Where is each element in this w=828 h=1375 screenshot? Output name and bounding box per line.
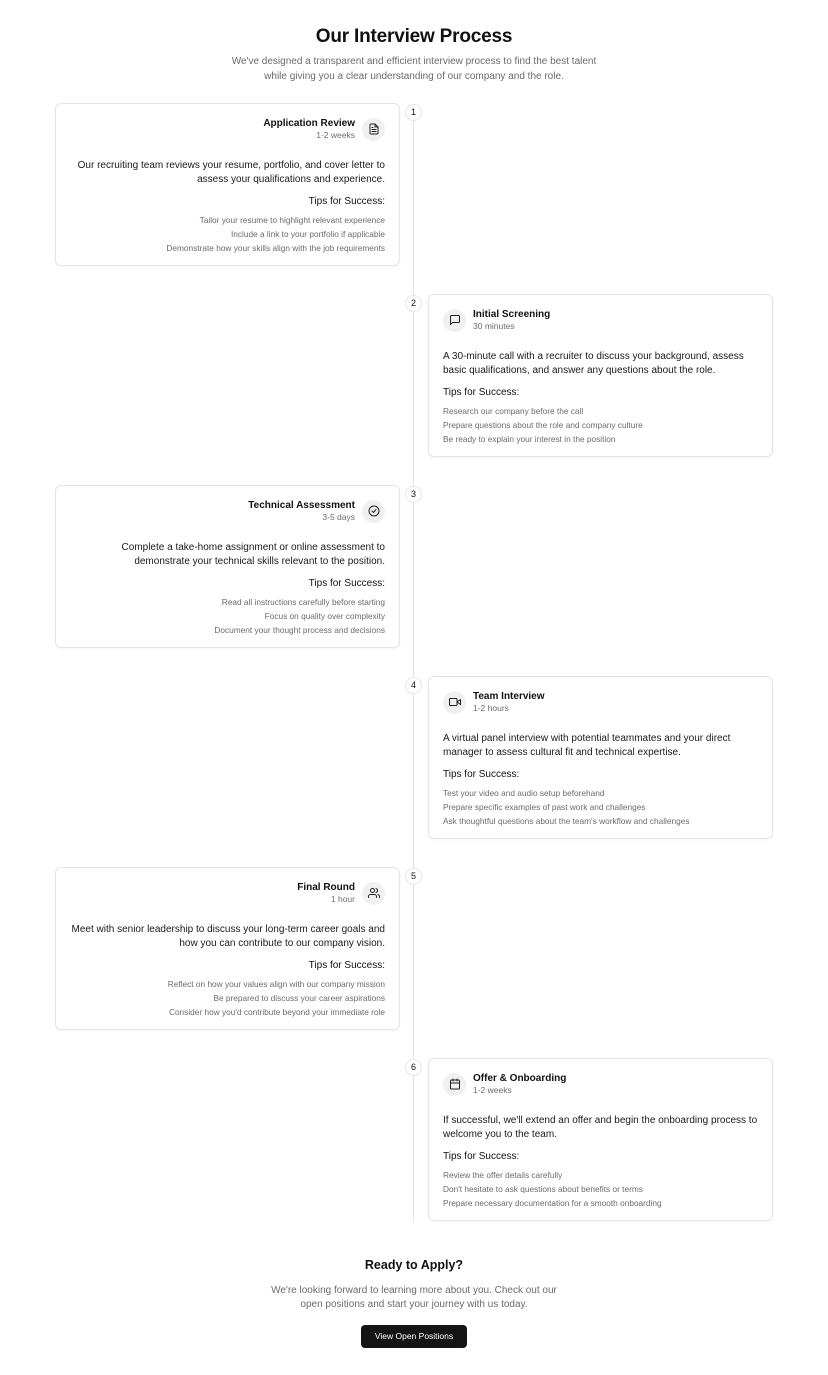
step-title: Technical Assessment — [248, 500, 355, 511]
tip-item: Demonstrate how your skills align with the job requirements — [166, 243, 385, 253]
step-duration: 1-2 hours — [473, 703, 509, 713]
step-title: Team Interview — [473, 691, 545, 702]
step-card-final-round — [55, 867, 400, 1030]
tip-item: Ask thoughtful questions about the team's workflow and challenges — [443, 816, 690, 826]
tip-item: Research our company before the call — [443, 406, 584, 416]
step-card-application-review — [55, 103, 400, 266]
chat-bubble-icon — [443, 309, 466, 332]
step-duration: 1-2 weeks — [473, 1085, 512, 1095]
tips-list — [70, 213, 385, 255]
timeline-line — [413, 112, 414, 1222]
step-description: Complete a take-home assignment or online assessment to demonstrate your technical skills relevant to the position. — [121, 542, 385, 567]
tips-heading: Tips for Success: — [308, 578, 385, 589]
tip-item: Don't hesitate to ask questions about benefits or terms — [443, 1184, 643, 1194]
tip-item: Read all instructions carefully before starting — [221, 597, 385, 607]
card-header — [248, 499, 385, 523]
tips-heading: Tips for Success: — [308, 196, 385, 207]
tips-list — [70, 595, 385, 637]
step-number-6: 6 — [405, 1059, 422, 1076]
step-description: A 30-minute call with a recruiter to discuss your background, assess basic qualifications, and answer any questions about the role. — [443, 351, 744, 376]
step-card-team-interview — [428, 676, 773, 839]
step-number-5: 5 — [405, 868, 422, 885]
step-card-initial-screening — [428, 294, 773, 457]
step-number-1: 1 — [405, 104, 422, 121]
tip-item: Reflect on how your values align with our company mission — [167, 979, 385, 989]
card-header — [297, 881, 385, 905]
tip-item: Document your thought process and decisions — [214, 625, 385, 635]
tip-item: Tailor your resume to highlight relevant experience — [199, 215, 385, 225]
tip-item: Be ready to explain your interest in the position — [443, 434, 616, 444]
step-description: Meet with senior leadership to discuss your long-term career goals and how you can contribute to our company vision. — [71, 924, 385, 949]
tips-heading: Tips for Success: — [308, 960, 385, 971]
tip-item: Prepare specific examples of past work and challenges — [443, 802, 646, 812]
step-description: Our recruiting team reviews your resume, portfolio, and cover letter to assess your qualifications and experience. — [77, 160, 385, 185]
step-duration: 30 minutes — [473, 321, 515, 331]
card-header — [443, 690, 545, 714]
video-camera-icon — [443, 691, 466, 714]
step-number-4: 4 — [405, 677, 422, 694]
users-icon — [362, 882, 385, 905]
step-number-2: 2 — [405, 295, 422, 312]
tips-heading: Tips for Success: — [443, 769, 520, 780]
tip-item: Review the offer details carefully — [443, 1170, 563, 1180]
tip-item: Prepare questions about the role and company culture — [443, 420, 643, 430]
cta-text: We're looking forward to learning more about you. Check out our open positions and start your journey with us today. — [271, 1285, 557, 1310]
step-duration: 3-5 days — [322, 512, 355, 522]
tips-list — [443, 1168, 758, 1210]
step-description: A virtual panel interview with potential teammates and your direct manager to assess cultural fit and technical expertise. — [443, 733, 731, 758]
step-card-technical-assessment — [55, 485, 400, 648]
tips-list — [70, 977, 385, 1019]
step-title: Offer & Onboarding — [473, 1073, 567, 1084]
step-title: Final Round — [297, 882, 355, 893]
step-title: Application Review — [263, 118, 355, 129]
step-duration: 1-2 weeks — [316, 130, 355, 140]
tips-heading: Tips for Success: — [443, 387, 520, 398]
view-open-positions-button[interactable]: View Open Positions — [361, 1325, 467, 1348]
cta-title: Ready to Apply? — [364, 1258, 464, 1272]
page-subtitle: We've designed a transparent and efficient interview process to find the best talent while giving you a clear understanding of our company and the role. — [231, 56, 597, 82]
card-header — [443, 1072, 566, 1096]
tip-item: Be prepared to discuss your career aspirations — [213, 993, 385, 1003]
tip-item: Focus on quality over complexity — [264, 611, 385, 621]
card-header — [443, 308, 550, 332]
page-title: Our Interview Process — [315, 26, 513, 47]
tip-item: Prepare necessary documentation for a smooth onboarding — [443, 1198, 662, 1208]
tips-list — [443, 786, 758, 828]
step-number-3: 3 — [405, 486, 422, 503]
tips-list — [443, 404, 758, 446]
tip-item: Include a link to your portfolio if applicable — [230, 229, 385, 239]
card-header — [263, 117, 385, 141]
calendar-icon — [443, 1073, 466, 1096]
check-circle-icon — [362, 500, 385, 523]
step-title: Initial Screening — [473, 309, 551, 320]
document-icon — [362, 118, 385, 141]
tip-item: Test your video and audio setup beforehand — [443, 788, 605, 798]
tip-item: Consider how you'd contribute beyond your immediate role — [168, 1007, 385, 1017]
step-card-offer-onboarding — [428, 1058, 773, 1221]
step-duration: 1 hour — [330, 894, 355, 904]
step-description: If successful, we'll extend an offer and begin the onboarding process to welcome you to the team. — [443, 1115, 758, 1140]
tips-heading: Tips for Success: — [443, 1151, 520, 1162]
